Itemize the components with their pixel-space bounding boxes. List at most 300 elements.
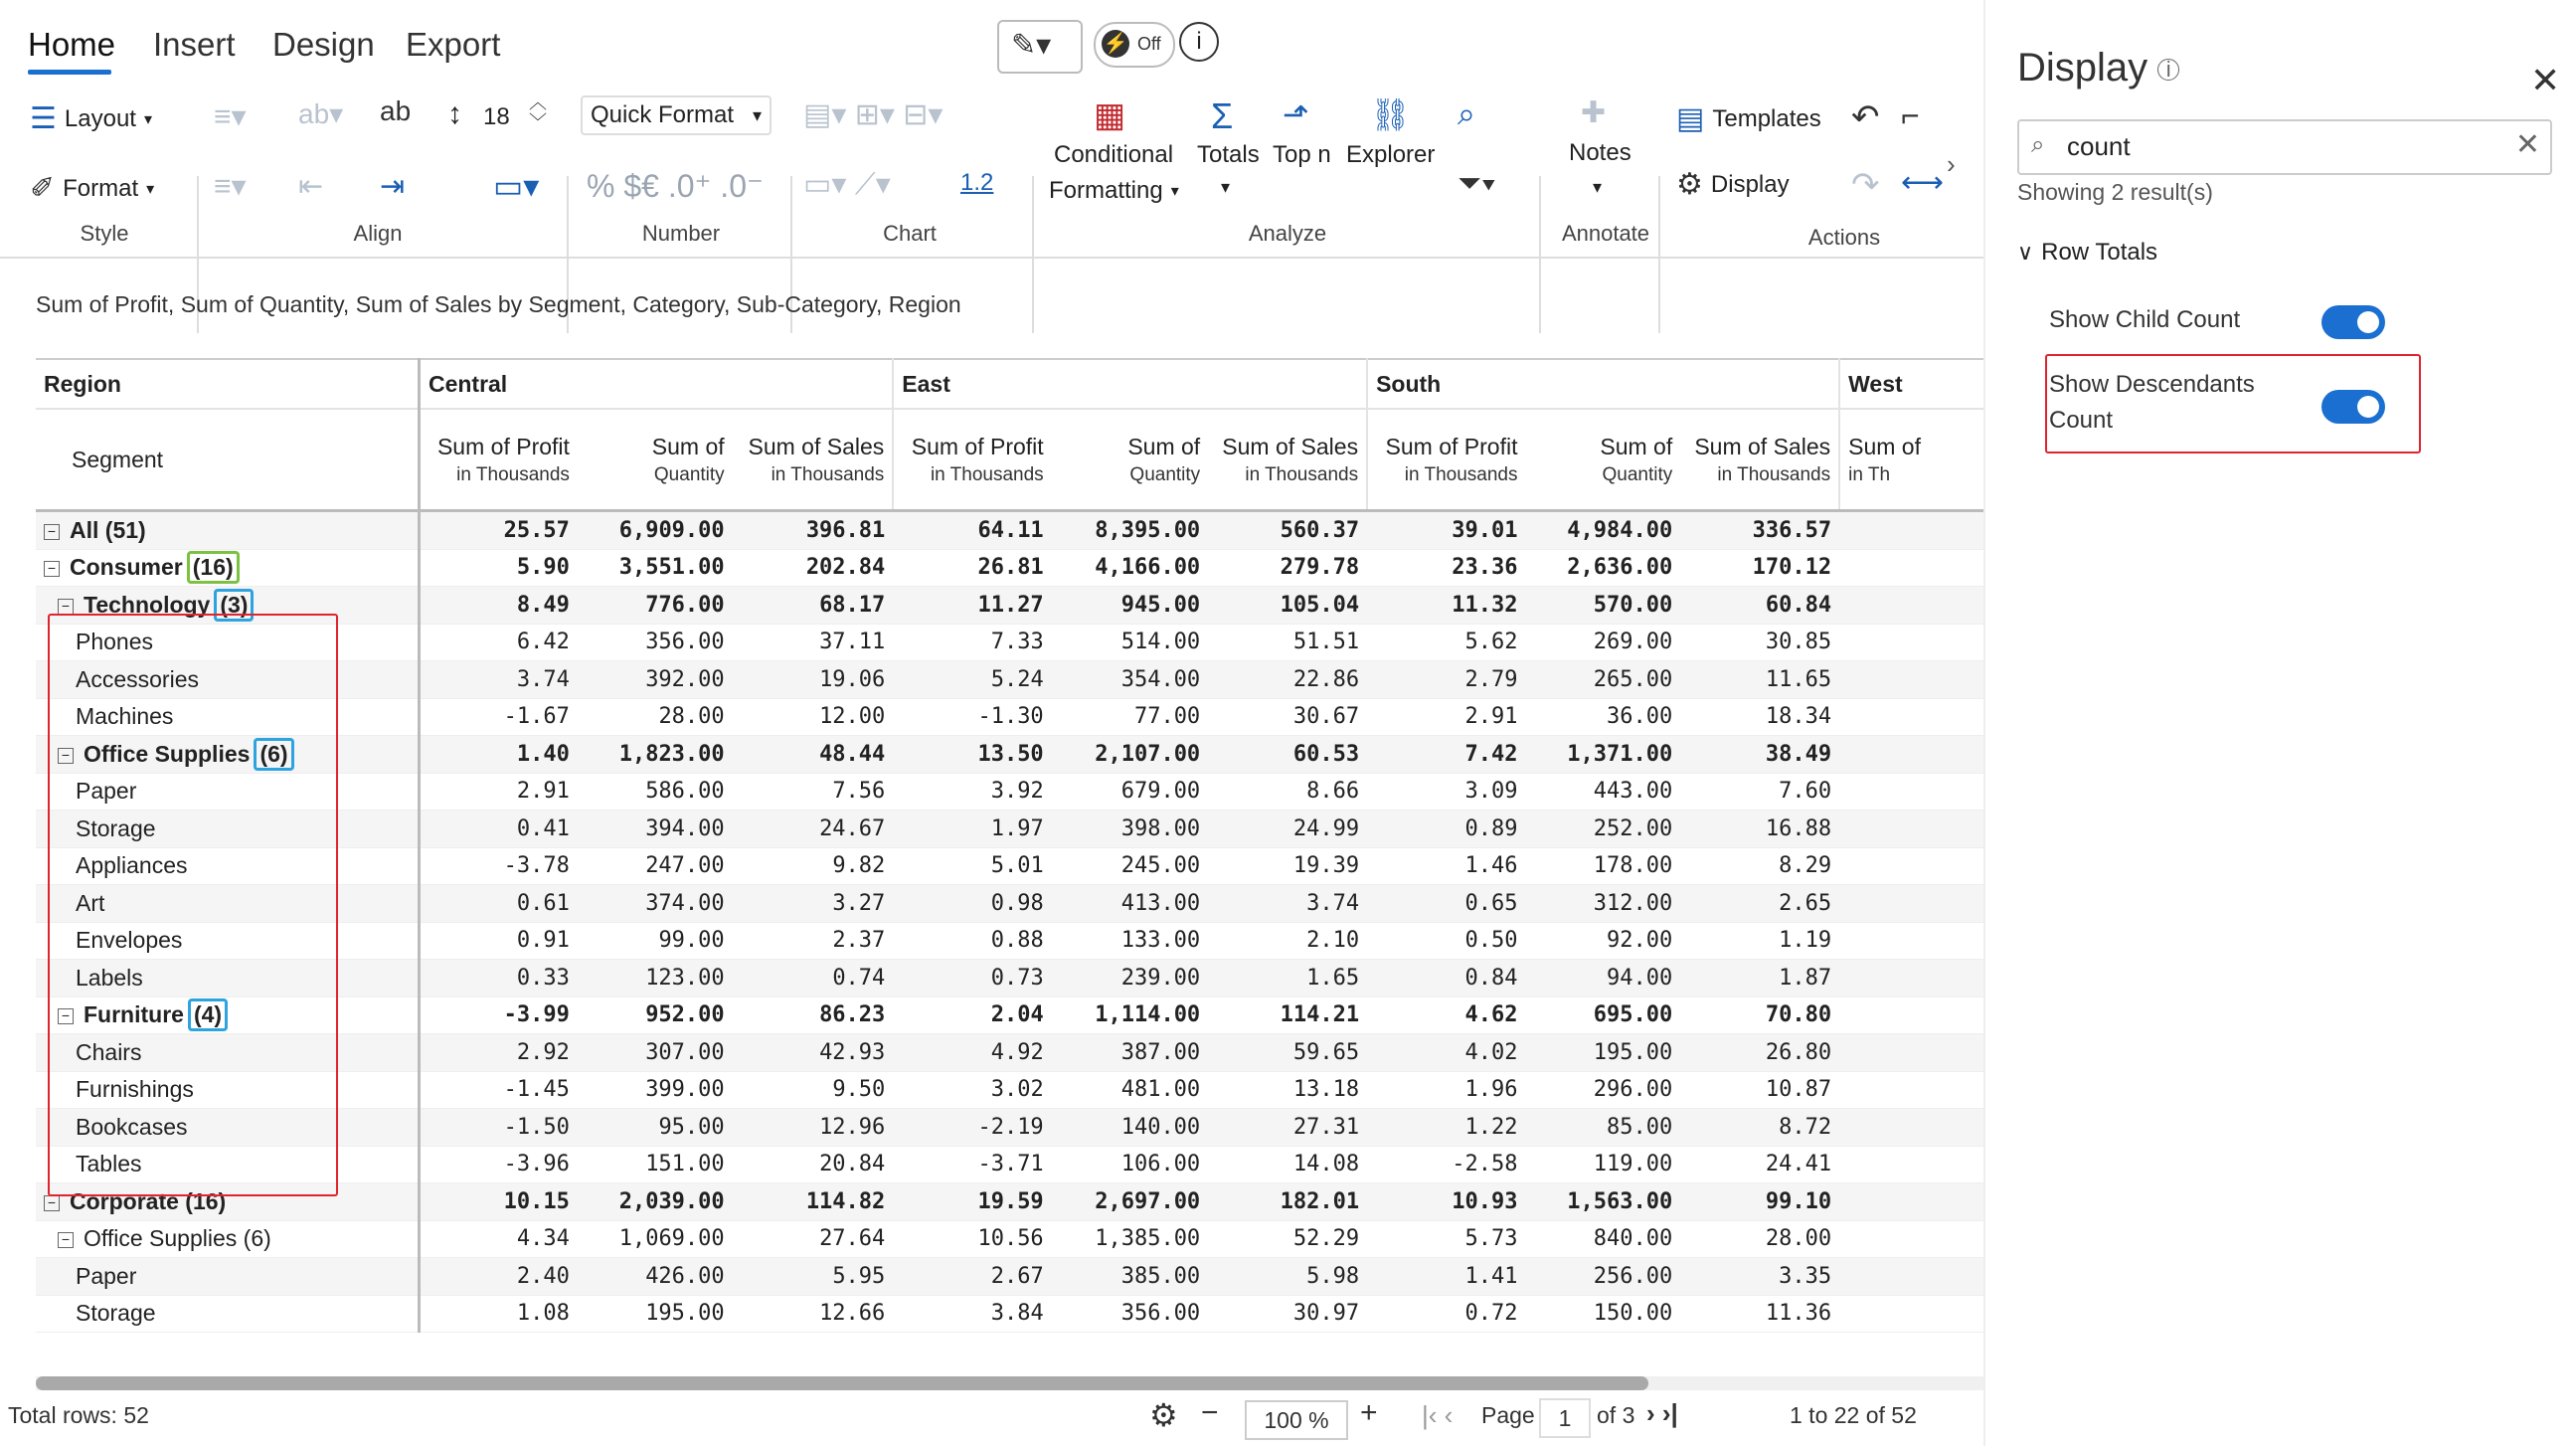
settings-gear-icon[interactable]: ⚙: [1149, 1397, 1178, 1433]
value-cell[interactable]: 11.32: [1367, 587, 1525, 625]
edit-mode-button[interactable]: [997, 20, 1083, 74]
value-cell[interactable]: 0.98: [893, 885, 1051, 923]
value-cell[interactable]: 695.00: [1525, 996, 1680, 1034]
value-cell[interactable]: 12.96: [733, 1109, 894, 1147]
measure-header[interactable]: Sum of Sales in Thousands: [733, 409, 894, 511]
value-cell[interactable]: 679.00: [1052, 773, 1209, 811]
totals-button[interactable]: Totals: [1197, 141, 1260, 168]
value-cell[interactable]: 24.41: [1680, 1146, 1839, 1183]
value-cell[interactable]: 0.88: [893, 922, 1051, 960]
value-cell[interactable]: 0.61: [419, 885, 577, 923]
ribbon-scroll-right-icon[interactable]: ›: [1947, 149, 1956, 179]
decimal-button[interactable]: 1.2: [960, 169, 994, 196]
value-cell[interactable]: 70.80: [1680, 996, 1839, 1034]
value-cell[interactable]: 14.08: [1208, 1146, 1367, 1183]
value-cell[interactable]: [1839, 1220, 1983, 1258]
value-cell[interactable]: 2.37: [733, 922, 894, 960]
value-cell[interactable]: 20.84: [733, 1146, 894, 1183]
value-cell[interactable]: 3,551.00: [578, 549, 733, 587]
value-cell[interactable]: 945.00: [1052, 587, 1209, 625]
value-cell[interactable]: 10.87: [1680, 1071, 1839, 1109]
measure-header[interactable]: Sum of Profit in Thousands: [893, 409, 1051, 511]
value-cell[interactable]: [1839, 996, 1983, 1034]
value-cell[interactable]: 2,107.00: [1052, 736, 1209, 774]
value-cell[interactable]: -3.99: [419, 996, 577, 1034]
value-cell[interactable]: -3.71: [893, 1146, 1051, 1183]
value-cell[interactable]: 37.11: [733, 624, 894, 661]
value-cell[interactable]: 356.00: [1052, 1295, 1209, 1333]
value-cell[interactable]: 3.02: [893, 1071, 1051, 1109]
value-cell[interactable]: 23.36: [1367, 549, 1525, 587]
value-cell[interactable]: [1839, 1258, 1983, 1296]
value-cell[interactable]: 26.80: [1680, 1034, 1839, 1072]
chart-bar-icon[interactable]: ▤▾ ⊞▾ ⊟▾: [803, 98, 944, 131]
measure-header[interactable]: Sum of in Th: [1839, 409, 1983, 511]
value-cell[interactable]: 0.33: [419, 960, 577, 997]
collapse-toggle-icon[interactable]: −: [58, 1232, 74, 1248]
value-cell[interactable]: 60.84: [1680, 587, 1839, 625]
value-cell[interactable]: 398.00: [1052, 811, 1209, 848]
value-cell[interactable]: 11.65: [1680, 661, 1839, 699]
value-cell[interactable]: 7.33: [893, 624, 1051, 661]
value-cell[interactable]: 105.04: [1208, 587, 1367, 625]
horizontal-scrollbar-thumb[interactable]: [36, 1376, 1648, 1390]
notes-button[interactable]: Notes: [1569, 139, 1631, 166]
value-cell[interactable]: 114.82: [733, 1183, 894, 1221]
value-cell[interactable]: 25.57: [419, 511, 577, 550]
undo-icon[interactable]: ↶: [1851, 98, 1880, 136]
value-cell[interactable]: 2,636.00: [1525, 549, 1680, 587]
value-cell[interactable]: 12.00: [733, 698, 894, 736]
value-cell[interactable]: 2.91: [419, 773, 577, 811]
value-cell[interactable]: 1.22: [1367, 1109, 1525, 1147]
region-south[interactable]: South: [1367, 359, 1839, 409]
value-cell[interactable]: 481.00: [1052, 1071, 1209, 1109]
value-cell[interactable]: 0.41: [419, 811, 577, 848]
panel-search-input[interactable]: ⌕ count ✕: [2017, 119, 2552, 175]
value-cell[interactable]: 1,823.00: [578, 736, 733, 774]
measure-header[interactable]: Sum of Quantity: [1525, 409, 1680, 511]
value-cell[interactable]: 12.66: [733, 1295, 894, 1333]
value-cell[interactable]: [1839, 698, 1983, 736]
value-cell[interactable]: 586.00: [578, 773, 733, 811]
value-cell[interactable]: 245.00: [1052, 847, 1209, 885]
value-cell[interactable]: 2.04: [893, 996, 1051, 1034]
wrap-text-icon[interactable]: ab▾: [298, 98, 344, 129]
region-central[interactable]: Central: [419, 359, 893, 409]
region-east[interactable]: East: [893, 359, 1367, 409]
value-cell[interactable]: 8.49: [419, 587, 577, 625]
value-cell[interactable]: 7.42: [1367, 736, 1525, 774]
value-cell[interactable]: 1,069.00: [578, 1220, 733, 1258]
value-cell[interactable]: 354.00: [1052, 661, 1209, 699]
value-cell[interactable]: [1839, 1109, 1983, 1147]
value-cell[interactable]: -2.58: [1367, 1146, 1525, 1183]
value-cell[interactable]: [1839, 1034, 1983, 1072]
value-cell[interactable]: 30.85: [1680, 624, 1839, 661]
value-cell[interactable]: [1839, 811, 1983, 848]
value-cell[interactable]: 560.37: [1208, 511, 1367, 550]
value-cell[interactable]: 7.56: [733, 773, 894, 811]
value-cell[interactable]: 3.09: [1367, 773, 1525, 811]
close-icon[interactable]: ✕: [2530, 60, 2561, 100]
value-cell[interactable]: 4,166.00: [1052, 549, 1209, 587]
value-cell[interactable]: 1.65: [1208, 960, 1367, 997]
value-cell[interactable]: 3.92: [893, 773, 1051, 811]
display-button[interactable]: ⚙ Display: [1676, 168, 1790, 201]
measure-header[interactable]: Sum of Quantity: [578, 409, 733, 511]
value-cell[interactable]: 106.00: [1052, 1146, 1209, 1183]
value-cell[interactable]: 39.01: [1367, 511, 1525, 550]
value-cell[interactable]: 426.00: [578, 1258, 733, 1296]
value-cell[interactable]: 19.59: [893, 1183, 1051, 1221]
value-cell[interactable]: 77.00: [1052, 698, 1209, 736]
value-cell[interactable]: [1839, 1146, 1983, 1183]
value-cell[interactable]: 4.02: [1367, 1034, 1525, 1072]
value-cell[interactable]: 1.97: [893, 811, 1051, 848]
value-cell[interactable]: 140.00: [1052, 1109, 1209, 1147]
value-cell[interactable]: 265.00: [1525, 661, 1680, 699]
value-cell[interactable]: 2.67: [893, 1258, 1051, 1296]
value-cell[interactable]: 10.15: [419, 1183, 577, 1221]
tab-export[interactable]: Export: [406, 26, 501, 63]
fit-width-icon[interactable]: ⟷: [1901, 166, 1945, 199]
value-cell[interactable]: 60.53: [1208, 736, 1367, 774]
value-cell[interactable]: [1839, 1071, 1983, 1109]
collapse-toggle-icon[interactable]: −: [58, 599, 74, 615]
value-cell[interactable]: -3.96: [419, 1146, 577, 1183]
value-cell[interactable]: 952.00: [578, 996, 733, 1034]
measure-header[interactable]: Sum of Sales in Thousands: [1680, 409, 1839, 511]
value-cell[interactable]: 19.06: [733, 661, 894, 699]
value-cell[interactable]: 202.84: [733, 549, 894, 587]
totals-dropdown-icon[interactable]: ▾: [1221, 177, 1231, 197]
value-cell[interactable]: 123.00: [578, 960, 733, 997]
font-size-stepper[interactable]: ︿ ﹀: [529, 92, 547, 132]
table-row[interactable]: [36, 1220, 1983, 1258]
show-child-count-toggle[interactable]: [2321, 305, 2385, 339]
value-cell[interactable]: 0.50: [1367, 922, 1525, 960]
auto-toggle[interactable]: [1094, 22, 1175, 68]
value-cell[interactable]: 5.62: [1367, 624, 1525, 661]
value-cell[interactable]: 776.00: [578, 587, 733, 625]
value-cell[interactable]: 10.56: [893, 1220, 1051, 1258]
value-cell[interactable]: 0.84: [1367, 960, 1525, 997]
value-cell[interactable]: 150.00: [1525, 1295, 1680, 1333]
collapse-toggle-icon[interactable]: −: [58, 748, 74, 764]
value-cell[interactable]: 119.00: [1525, 1146, 1680, 1183]
value-cell[interactable]: 95.00: [578, 1109, 733, 1147]
value-cell[interactable]: 840.00: [1525, 1220, 1680, 1258]
search-icon[interactable]: ⌕: [1458, 95, 1475, 131]
value-cell[interactable]: 252.00: [1525, 811, 1680, 848]
value-cell[interactable]: 5.95: [733, 1258, 894, 1296]
value-cell[interactable]: 1.08: [419, 1295, 577, 1333]
value-cell[interactable]: 1.19: [1680, 922, 1839, 960]
value-cell[interactable]: 399.00: [578, 1071, 733, 1109]
layout-button[interactable]: ☰ Layout ▾: [30, 102, 152, 135]
value-cell[interactable]: 36.00: [1525, 698, 1680, 736]
value-cell[interactable]: 256.00: [1525, 1258, 1680, 1296]
value-cell[interactable]: 11.27: [893, 587, 1051, 625]
align-horizontal-icon[interactable]: ≡▾: [214, 100, 247, 133]
value-cell[interactable]: 8.29: [1680, 847, 1839, 885]
value-cell[interactable]: 247.00: [578, 847, 733, 885]
value-cell[interactable]: 8.66: [1208, 773, 1367, 811]
clear-search-icon[interactable]: ✕: [2514, 128, 2540, 161]
value-cell[interactable]: 68.17: [733, 587, 894, 625]
value-cell[interactable]: 2,697.00: [1052, 1183, 1209, 1221]
value-cell[interactable]: 4,984.00: [1525, 511, 1680, 550]
value-cell[interactable]: -2.19: [893, 1109, 1051, 1147]
align-vertical-icon[interactable]: ≡▾: [214, 170, 247, 203]
value-cell[interactable]: 1.46: [1367, 847, 1525, 885]
value-cell[interactable]: 195.00: [578, 1295, 733, 1333]
measure-header[interactable]: Sum of Quantity: [1052, 409, 1209, 511]
region-west[interactable]: West: [1839, 359, 1983, 409]
value-cell[interactable]: 443.00: [1525, 773, 1680, 811]
value-cell[interactable]: 19.39: [1208, 847, 1367, 885]
value-cell[interactable]: 92.00: [1525, 922, 1680, 960]
value-cell[interactable]: 27.31: [1208, 1109, 1367, 1147]
resize-columns-icon[interactable]: ▭▾: [493, 168, 540, 204]
value-cell[interactable]: 178.00: [1525, 847, 1680, 885]
value-cell[interactable]: -1.30: [893, 698, 1051, 736]
value-cell[interactable]: 3.74: [1208, 885, 1367, 923]
value-cell[interactable]: 307.00: [578, 1034, 733, 1072]
value-cell[interactable]: -1.67: [419, 698, 577, 736]
value-cell[interactable]: 1,385.00: [1052, 1220, 1209, 1258]
next-page-icon[interactable]: › ›|: [1646, 1398, 1678, 1428]
value-cell[interactable]: 51.51: [1208, 624, 1367, 661]
tab-home[interactable]: Home: [28, 26, 116, 63]
value-cell[interactable]: 99.00: [578, 922, 733, 960]
value-cell[interactable]: 182.01: [1208, 1183, 1367, 1221]
show-descendants-count-toggle[interactable]: [2321, 390, 2385, 424]
value-cell[interactable]: 2.91: [1367, 698, 1525, 736]
value-cell[interactable]: 0.74: [733, 960, 894, 997]
ruler-icon[interactable]: ⌐: [1901, 97, 1920, 133]
value-cell[interactable]: 387.00: [1052, 1034, 1209, 1072]
value-cell[interactable]: 4.62: [1367, 996, 1525, 1034]
conditional-formatting-label[interactable]: Formatting ▾: [1049, 177, 1179, 204]
value-cell[interactable]: -1.45: [419, 1071, 577, 1109]
value-cell[interactable]: 24.99: [1208, 811, 1367, 848]
value-cell[interactable]: 1,114.00: [1052, 996, 1209, 1034]
value-cell[interactable]: 312.00: [1525, 885, 1680, 923]
value-cell[interactable]: 0.91: [419, 922, 577, 960]
value-cell[interactable]: 59.65: [1208, 1034, 1367, 1072]
value-cell[interactable]: 0.65: [1367, 885, 1525, 923]
value-cell[interactable]: [1839, 1183, 1983, 1221]
value-cell[interactable]: [1839, 736, 1983, 774]
value-cell[interactable]: 3.35: [1680, 1258, 1839, 1296]
zoom-out-button[interactable]: −: [1201, 1396, 1219, 1429]
value-cell[interactable]: 514.00: [1052, 624, 1209, 661]
value-cell[interactable]: 4.92: [893, 1034, 1051, 1072]
value-cell[interactable]: 42.93: [733, 1034, 894, 1072]
notes-dropdown-icon[interactable]: ▾: [1593, 177, 1603, 197]
value-cell[interactable]: 18.34: [1680, 698, 1839, 736]
collapse-toggle-icon[interactable]: −: [44, 1195, 60, 1211]
table-row[interactable]: [36, 511, 1983, 550]
value-cell[interactable]: 394.00: [578, 811, 733, 848]
value-cell[interactable]: 13.18: [1208, 1071, 1367, 1109]
value-cell[interactable]: [1839, 922, 1983, 960]
table-row[interactable]: [36, 1295, 1983, 1333]
spellcheck-icon[interactable]: ab: [380, 95, 412, 126]
top-n-button[interactable]: Top n: [1273, 141, 1331, 168]
value-cell[interactable]: 85.00: [1525, 1109, 1680, 1147]
value-cell[interactable]: 5.24: [893, 661, 1051, 699]
filter-icon[interactable]: ⏷▾: [1458, 167, 1496, 200]
value-cell[interactable]: 28.00: [1680, 1220, 1839, 1258]
value-cell[interactable]: 8.72: [1680, 1109, 1839, 1147]
value-cell[interactable]: 392.00: [578, 661, 733, 699]
value-cell[interactable]: 2.79: [1367, 661, 1525, 699]
value-cell[interactable]: [1839, 549, 1983, 587]
tab-design[interactable]: Design: [272, 26, 375, 63]
value-cell[interactable]: [1839, 847, 1983, 885]
value-cell[interactable]: 48.44: [733, 736, 894, 774]
value-cell[interactable]: 5.73: [1367, 1220, 1525, 1258]
value-cell[interactable]: 9.50: [733, 1071, 894, 1109]
value-cell[interactable]: 3.74: [419, 661, 577, 699]
value-cell[interactable]: 374.00: [578, 885, 733, 923]
value-cell[interactable]: 170.12: [1680, 549, 1839, 587]
value-cell[interactable]: 114.21: [1208, 996, 1367, 1034]
value-cell[interactable]: 133.00: [1052, 922, 1209, 960]
value-cell[interactable]: 1,563.00: [1525, 1183, 1680, 1221]
value-cell[interactable]: 28.00: [578, 698, 733, 736]
value-cell[interactable]: 64.11: [893, 511, 1051, 550]
value-cell[interactable]: 0.89: [1367, 811, 1525, 848]
collapse-toggle-icon[interactable]: −: [58, 1008, 74, 1024]
value-cell[interactable]: 99.10: [1680, 1183, 1839, 1221]
value-cell[interactable]: 26.81: [893, 549, 1051, 587]
value-cell[interactable]: 279.78: [1208, 549, 1367, 587]
value-cell[interactable]: [1839, 624, 1983, 661]
value-cell[interactable]: 396.81: [733, 511, 894, 550]
value-cell[interactable]: 24.67: [733, 811, 894, 848]
table-row[interactable]: [36, 1258, 1983, 1296]
outdent-icon[interactable]: ⇤: [298, 170, 324, 203]
value-cell[interactable]: 6.42: [419, 624, 577, 661]
value-cell[interactable]: 195.00: [1525, 1034, 1680, 1072]
value-cell[interactable]: 7.60: [1680, 773, 1839, 811]
collapse-toggle-icon[interactable]: −: [44, 524, 60, 540]
value-cell[interactable]: [1839, 661, 1983, 699]
measure-header[interactable]: Sum of Sales in Thousands: [1208, 409, 1367, 511]
value-cell[interactable]: 52.29: [1208, 1220, 1367, 1258]
value-cell[interactable]: 269.00: [1525, 624, 1680, 661]
value-cell[interactable]: 94.00: [1525, 960, 1680, 997]
collapse-toggle-icon[interactable]: −: [44, 561, 60, 577]
conditional-formatting-button[interactable]: Conditional: [1054, 141, 1174, 168]
table-row[interactable]: [36, 549, 1983, 587]
value-cell[interactable]: [1839, 960, 1983, 997]
value-cell[interactable]: 0.73: [893, 960, 1051, 997]
zoom-in-button[interactable]: +: [1360, 1396, 1378, 1429]
first-page-icon[interactable]: |‹ ‹: [1422, 1400, 1454, 1430]
value-cell[interactable]: 3.27: [733, 885, 894, 923]
value-cell[interactable]: 6,909.00: [578, 511, 733, 550]
value-cell[interactable]: 151.00: [578, 1146, 733, 1183]
value-cell[interactable]: 27.64: [733, 1220, 894, 1258]
page-input[interactable]: 1: [1539, 1398, 1591, 1438]
value-cell[interactable]: 4.34: [419, 1220, 577, 1258]
value-cell[interactable]: 38.49: [1680, 736, 1839, 774]
value-cell[interactable]: 30.67: [1208, 698, 1367, 736]
redo-icon[interactable]: ↷: [1851, 166, 1880, 204]
value-cell[interactable]: -1.50: [419, 1109, 577, 1147]
value-cell[interactable]: 3.84: [893, 1295, 1051, 1333]
value-cell[interactable]: 2.65: [1680, 885, 1839, 923]
value-cell[interactable]: [1839, 511, 1983, 550]
info-icon[interactable]: i: [1179, 22, 1219, 62]
zoom-input[interactable]: 100 %: [1245, 1400, 1348, 1440]
font-size-input[interactable]: 18: [483, 103, 510, 130]
measure-header[interactable]: Sum of Profit in Thousands: [419, 409, 577, 511]
row-totals-section[interactable]: ∨ Row Totals: [2017, 239, 2158, 266]
value-cell[interactable]: [1839, 587, 1983, 625]
value-cell[interactable]: 30.97: [1208, 1295, 1367, 1333]
value-cell[interactable]: 2.10: [1208, 922, 1367, 960]
value-cell[interactable]: 570.00: [1525, 587, 1680, 625]
value-cell[interactable]: 86.23: [733, 996, 894, 1034]
value-cell[interactable]: 413.00: [1052, 885, 1209, 923]
value-cell[interactable]: 2,039.00: [578, 1183, 733, 1221]
value-cell[interactable]: 1.40: [419, 736, 577, 774]
value-cell[interactable]: [1839, 1295, 1983, 1333]
value-cell[interactable]: 9.82: [733, 847, 894, 885]
quick-format-select[interactable]: Quick Format ▾: [581, 95, 772, 135]
value-cell[interactable]: 1.96: [1367, 1071, 1525, 1109]
value-cell[interactable]: 336.57: [1680, 511, 1839, 550]
value-cell[interactable]: -3.78: [419, 847, 577, 885]
value-cell[interactable]: 13.50: [893, 736, 1051, 774]
value-cell[interactable]: 2.40: [419, 1258, 577, 1296]
value-cell[interactable]: 0.72: [1367, 1295, 1525, 1333]
value-cell[interactable]: 10.93: [1367, 1183, 1525, 1221]
value-cell[interactable]: 1,371.00: [1525, 736, 1680, 774]
value-cell[interactable]: 296.00: [1525, 1071, 1680, 1109]
value-cell[interactable]: 5.90: [419, 549, 577, 587]
indent-icon[interactable]: ⇥: [380, 170, 406, 203]
value-cell[interactable]: 5.01: [893, 847, 1051, 885]
value-cell[interactable]: [1839, 885, 1983, 923]
value-cell[interactable]: 8,395.00: [1052, 511, 1209, 550]
value-cell[interactable]: [1839, 773, 1983, 811]
panel-info-icon[interactable]: i: [2157, 59, 2179, 81]
explorer-button[interactable]: Explorer: [1346, 141, 1436, 168]
format-button[interactable]: ✐ Format ▾: [30, 172, 155, 205]
value-cell[interactable]: 1.87: [1680, 960, 1839, 997]
value-cell[interactable]: 16.88: [1680, 811, 1839, 848]
chart-line-icon[interactable]: ▭▾ ⟋▾: [803, 168, 891, 201]
value-cell[interactable]: 1.41: [1367, 1258, 1525, 1296]
value-cell[interactable]: 385.00: [1052, 1258, 1209, 1296]
tab-insert[interactable]: Insert: [153, 26, 236, 63]
measure-header[interactable]: Sum of Profit in Thousands: [1367, 409, 1525, 511]
value-cell[interactable]: 356.00: [578, 624, 733, 661]
value-cell[interactable]: 22.86: [1208, 661, 1367, 699]
value-cell[interactable]: 11.36: [1680, 1295, 1839, 1333]
number-format-icons[interactable]: % $€ .0⁺ .0⁻: [587, 168, 764, 204]
value-cell[interactable]: 5.98: [1208, 1258, 1367, 1296]
templates-button[interactable]: ▤ Templates: [1676, 102, 1821, 135]
value-cell[interactable]: 2.92: [419, 1034, 577, 1072]
